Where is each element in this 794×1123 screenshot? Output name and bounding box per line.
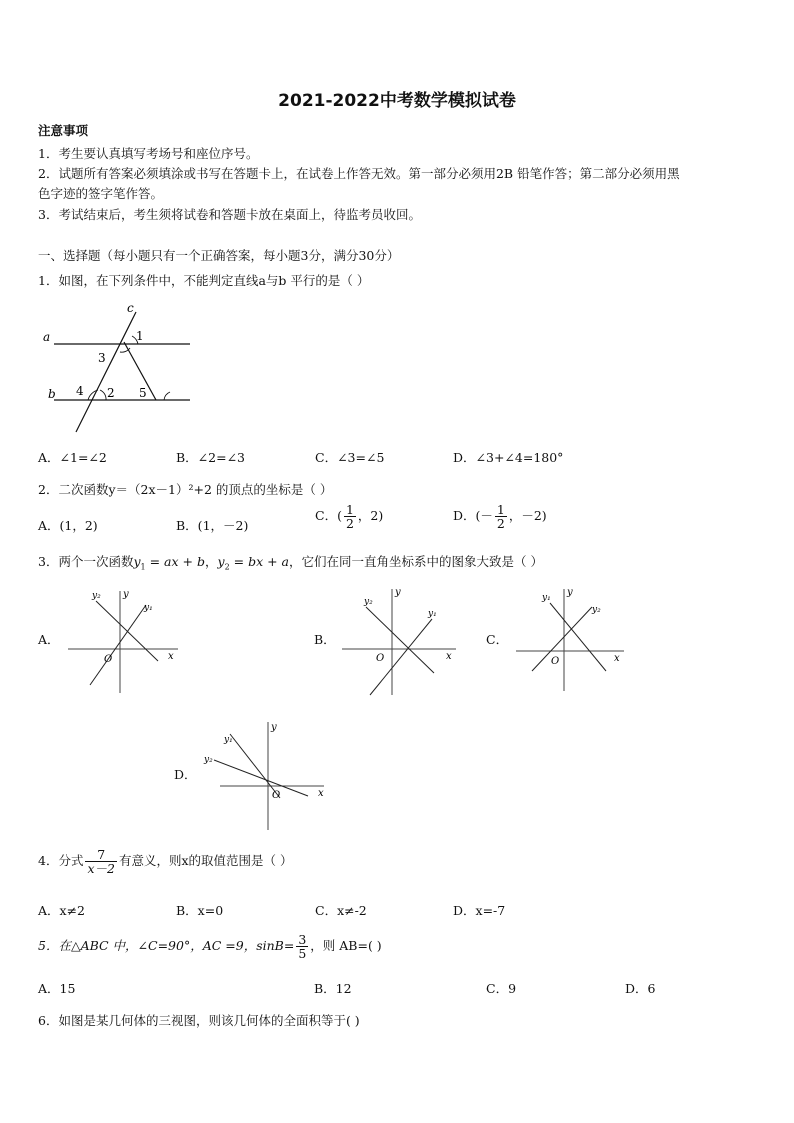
notice-heading: 注意事项 [38,123,89,138]
question-6-stem: 6．如图是某几何体的三视图，则该几何体的全面积等于( ) [38,1013,360,1028]
q5-option-a[interactable]: A．15 [38,981,76,996]
svg-text:y: y [123,589,129,600]
svg-text:O: O [272,790,281,801]
q3-option-d-label[interactable]: D． [174,767,197,782]
q1-parallel-lines-figure [36,298,206,438]
label-5: 5 [139,386,147,400]
q2-option-b[interactable]: B．(1，－2) [176,518,249,533]
q3-graph-a[interactable] [66,585,182,695]
label-a: a [43,330,51,344]
q4-option-d[interactable]: D．x=-7 [453,903,506,918]
q2-c-prefix: C．( [315,508,342,524]
notice-item: 2．试题所有答案必须填涂或书写在答题卡上，在试卷上作答无效。第一部分必须用2B 铅笔作答；第二部分必须用黑 [38,166,680,181]
label-4: 4 [76,384,84,398]
svg-text:y₂: y₂ [92,591,101,601]
svg-text:x: x [318,788,324,799]
q2-option-a[interactable]: A．(1，2) [38,518,98,533]
question-5-stem: 5．在△ABC 中，∠C=90°，AC =9，sinB= $\frac{3}{5}$ ，则 AB=( ) [38,932,382,962]
q2-c-suffix: ，2) [357,508,384,524]
section-heading: 一、选择题（每小题只有一个正确答案，每小题3分，满分30分） [38,248,400,263]
line-c [76,312,136,432]
svg-text:y: y [567,587,573,598]
angle-2-arc [100,390,106,400]
question-4-stem: 4．分式 $\frac{7}{x-2}$ 有意义，则x的取值范围是（ ） [38,847,293,877]
q3-graph-b[interactable] [340,585,460,700]
q5-option-c[interactable]: C．9 [486,981,517,996]
svg-text:y₂: y₂ [592,605,601,615]
svg-text:x: x [446,651,452,662]
q3-graph-c[interactable] [514,585,628,695]
svg-text:y: y [271,722,277,733]
question-2-stem: 2．二次函数y＝（2x－1）²+2 的顶点的坐标是（ ） [38,482,333,497]
label-1: 1 [136,329,144,343]
svg-text:x: x [614,653,620,664]
notice-item: 3．考试结束后，考生须将试卷和答题卡放在桌面上，待监考员收回。 [38,207,421,222]
q2-option-d[interactable] [453,503,547,530]
q1-option-c[interactable]: C．∠3=∠5 [315,450,385,465]
label-3: 3 [98,351,106,365]
svg-text:y₁: y₁ [144,603,153,613]
q2-option-c[interactable] [315,503,383,530]
q5-option-b[interactable]: B．12 [314,981,352,996]
svg-text:y₂: y₂ [364,597,373,607]
question-3-stem: 3．两个一次函数$y_1$ = ax + b，$y_2$ = bx + a，它们在同一直角坐标系中的图象大致是（ ） [38,554,543,572]
q5-option-d[interactable]: D．6 [625,981,656,996]
page-title: 2021-2022中考数学模拟试卷 [278,91,516,111]
angle-3-arc [120,348,130,352]
q4-option-c[interactable]: C．x≠-2 [315,903,367,918]
label-c: c [127,301,134,315]
q2-d-prefix: D．(－ [453,508,493,524]
q4-option-a[interactable]: A．x≠2 [38,903,86,918]
label-2: 2 [107,386,115,400]
q3-graph-d[interactable] [200,718,330,833]
q3-option-b-label[interactable]: B． [314,632,336,647]
svg-text:y₁: y₁ [428,609,437,619]
svg-text:y₁: y₁ [542,593,551,603]
question-1-stem: 1．如图，在下列条件中，不能判定直线a与b 平行的是（ ） [38,273,370,288]
svg-text:y₁: y₁ [224,735,233,745]
q4-fraction: $\frac{7}{x-2}$ [87,847,115,877]
notice-item: 色字迹的签字笔作答。 [38,186,164,201]
q2-c-fraction: $\frac{1}{2}$ [345,502,354,532]
q3-option-a-label[interactable]: A． [38,632,60,647]
notice-item: 1．考生要认真填写考场号和座位序号。 [38,146,259,161]
q2-d-fraction: $\frac{1}{2}$ [496,502,505,532]
q1-option-b[interactable]: B．∠2=∠3 [176,450,246,465]
svg-text:O: O [104,654,113,665]
q5-fraction: $\frac{3}{5}$ [298,932,307,962]
q2-d-suffix: ，－2) [508,508,547,524]
q4-option-b[interactable]: B．x=0 [176,903,224,918]
q1-option-a[interactable]: A．∠1=∠2 [38,450,107,465]
svg-text:x: x [168,651,174,662]
svg-text:O: O [551,656,560,667]
q1-option-d[interactable]: D．∠3+∠4=180° [453,450,564,465]
svg-text:y: y [395,587,401,598]
label-b: b [48,387,56,401]
angle-5-arc [164,392,170,400]
q3-option-c-label[interactable]: C． [486,632,509,647]
svg-text:O: O [376,653,385,664]
svg-text:y₂: y₂ [204,755,213,765]
